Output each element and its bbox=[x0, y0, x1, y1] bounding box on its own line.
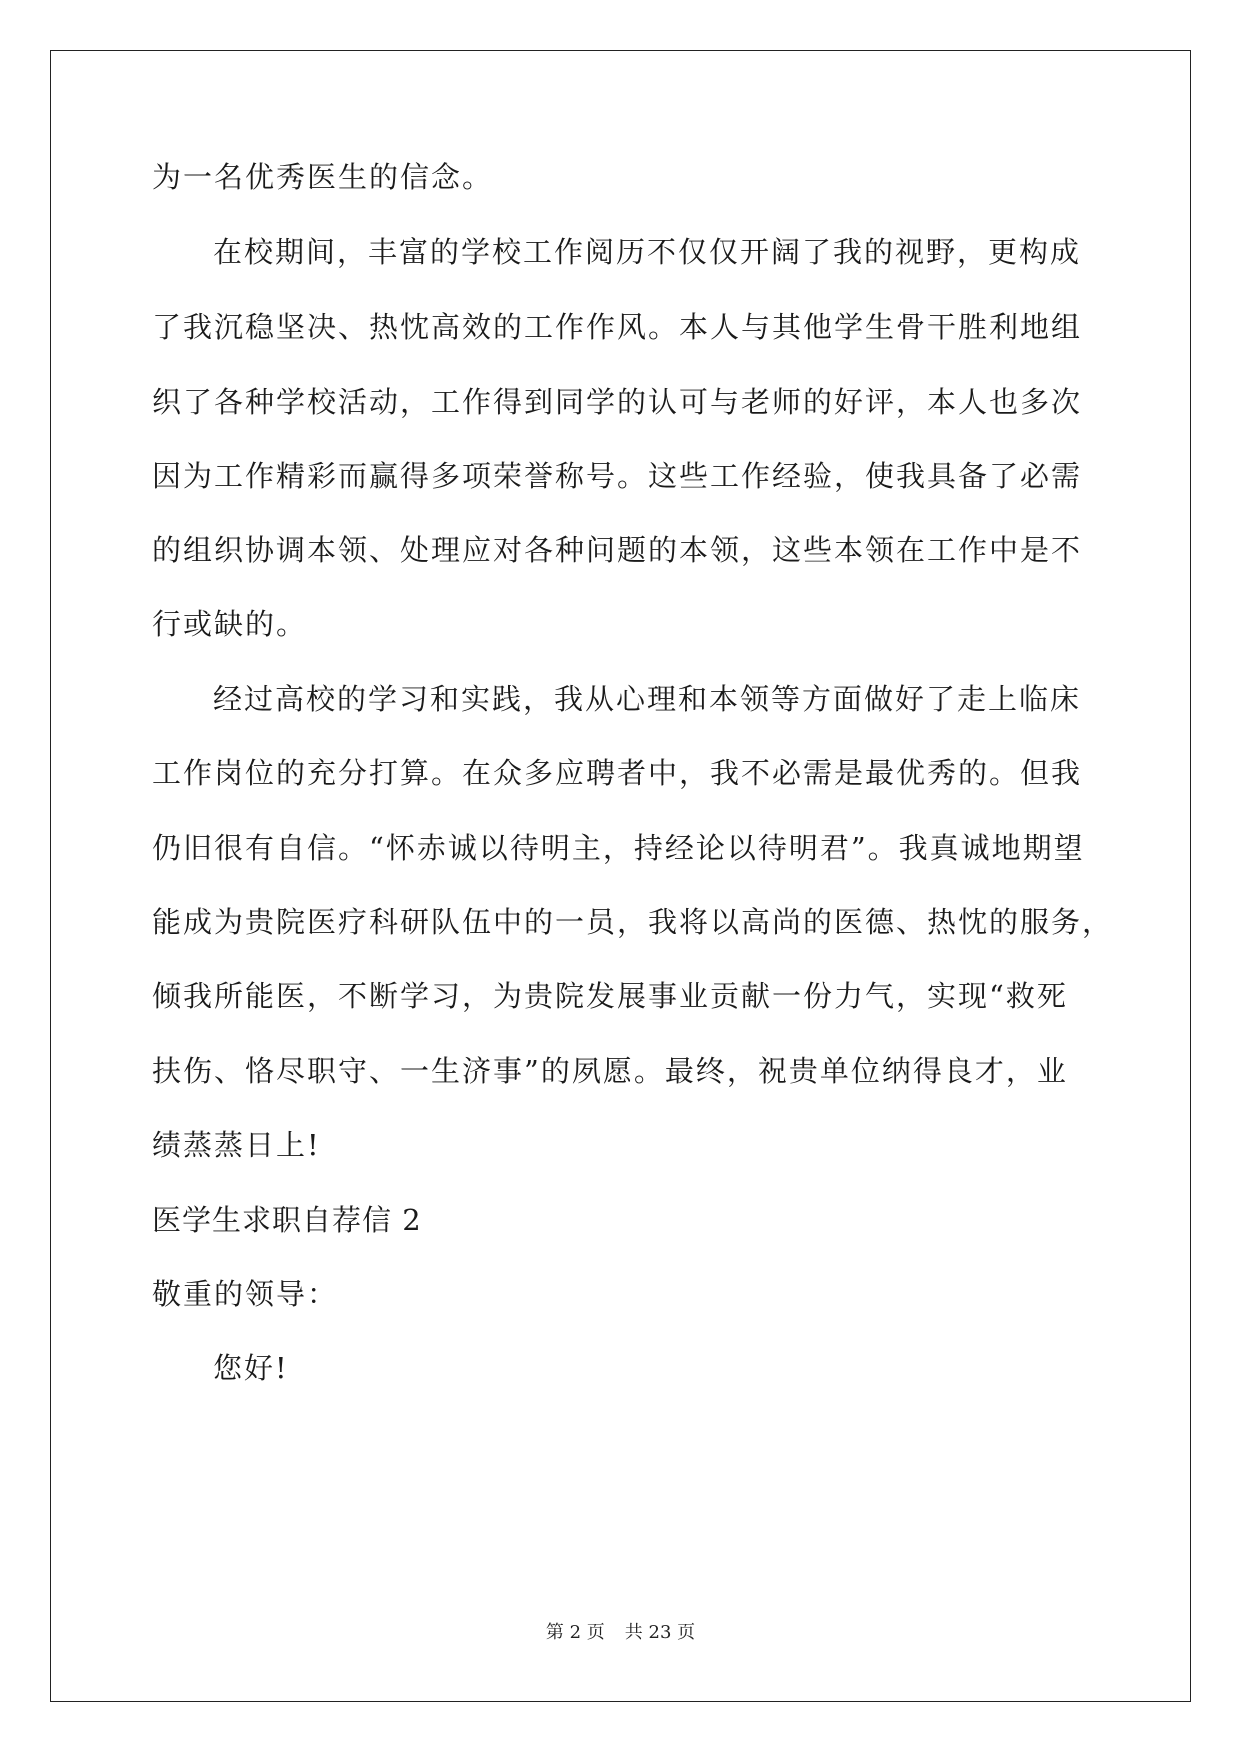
page-footer bbox=[0, 1618, 1241, 1644]
page-border bbox=[50, 50, 1191, 1702]
text-line-4: 织了各种学校活动，工作得到同学的认可与老师的好评，本人也多次 bbox=[152, 385, 1083, 419]
text-line-9: 工作岗位的充分打算。在众多应聘者中，我不必需是最优秀的。但我 bbox=[152, 756, 1083, 790]
text-line-14: 绩蒸蒸日上! bbox=[152, 1128, 321, 1162]
text-line-1: 为一名优秀医生的信念。 bbox=[152, 160, 494, 194]
text-line-7: 行或缺的。 bbox=[152, 607, 308, 641]
page-number: 第 2 页 bbox=[545, 1622, 605, 1643]
greeting: 您好! bbox=[213, 1351, 289, 1385]
text-line-6: 的组织协调本领、处理应对各种问题的本领，这些本领在工作中是不 bbox=[152, 533, 1083, 567]
text-line-11: 能成为贵院医疗科研队伍中的一员，我将以高尚的医德、热忱的服务， bbox=[152, 905, 1114, 939]
text-line-3: 了我沉稳坚决、热忱高效的工作作风。本人与其他学生骨干胜利地组 bbox=[152, 310, 1083, 344]
text-line-5: 因为工作精彩而赢得多项荣誉称号。这些工作经验，使我具备了必需 bbox=[152, 459, 1083, 493]
page-total: 共 23 页 bbox=[624, 1622, 696, 1643]
text-line-2: 在校期间，丰富的学校工作阅历不仅仅开阔了我的视野，更构成 bbox=[213, 235, 1082, 269]
text-line-13: 扶伤、恪尽职守、一生济事”的夙愿。最终，祝贵单位纳得良才，业 bbox=[152, 1054, 1068, 1088]
text-line-12: 倾我所能医，不断学习，为贵院发展事业贡献一份力气，实现“救死 bbox=[152, 979, 1068, 1013]
section-heading: 医学生求职自荐信 2 bbox=[152, 1203, 422, 1237]
salutation: 敬重的领导： bbox=[152, 1277, 339, 1311]
text-line-8: 经过高校的学习和实践，我从心理和本领等方面做好了走上临床 bbox=[213, 682, 1082, 716]
text-line-10: 仍旧很有自信。“怀赤诚以待明主，持经论以待明君”。我真诚地期望 bbox=[152, 831, 1085, 865]
